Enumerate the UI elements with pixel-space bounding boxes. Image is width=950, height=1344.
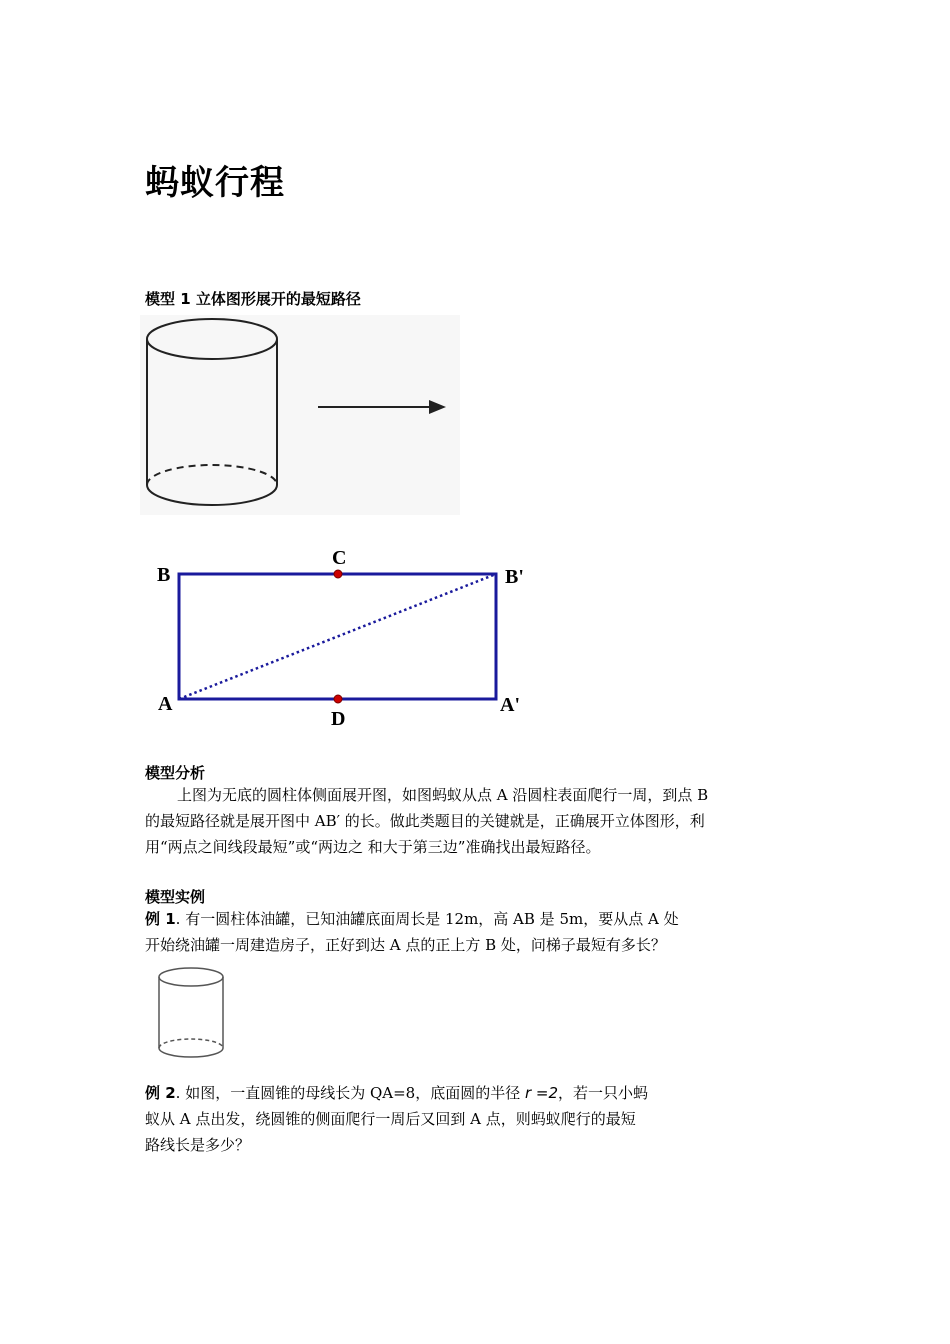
example-2-line-1b: ，若一只小蚂 xyxy=(558,1084,649,1102)
unrolled-figure xyxy=(150,545,540,730)
label-b: B xyxy=(157,564,171,586)
diagonal-path xyxy=(179,574,496,699)
example-2-math: r =2 xyxy=(525,1084,559,1102)
label-a: A xyxy=(158,693,173,715)
example-2-line-3: 路线长是多少？ xyxy=(145,1136,251,1154)
example-1-line-2: 开始绕油罐一周建造房子，正好到达 A 点的正上方 B 处，问梯子最短有多长？ xyxy=(145,936,666,954)
page-title: 蚂蚁行程 xyxy=(145,163,285,203)
analysis-line-1: 上图为无底的圆柱体侧面展开图，如图蚂蚁从点 A 沿圆柱表面爬行一周，到点 B xyxy=(177,786,709,804)
label-c: C xyxy=(332,547,347,569)
analysis-line-3: 用“两点之间线段最短”或“两边之 和大于第三边”准确找出最短路径。 xyxy=(145,838,601,856)
analysis-line-2: 的最短路径就是展开图中 AB′ 的长。做此类题目的关键就是，正确展开立体图形，利 xyxy=(145,812,705,830)
small-cylinder-figure xyxy=(155,965,235,1065)
example-2 xyxy=(145,1080,810,1158)
example-2-line-1a: . 如图，一直圆锥的母线长为 QA=8，底面圆的半径 xyxy=(175,1084,525,1102)
label-a-prime: A' xyxy=(500,694,520,716)
example-1-label: 例 1 xyxy=(145,910,176,928)
example-1 xyxy=(145,906,810,958)
examples-heading: 模型实例 xyxy=(145,888,206,906)
cylinder-figure xyxy=(140,315,460,515)
label-d: D xyxy=(331,708,346,730)
example-1-line-1: . 有一圆柱体油罐，已知油罐底面周长是 12m，高 AB 是 5m，要从点 A 处 xyxy=(175,910,679,928)
point-c xyxy=(334,570,342,578)
label-b-prime: B' xyxy=(505,566,524,588)
example-2-line-2: 蚁从 A 点出发，绕圆锥的侧面爬行一周后又回到 A 点，则蚂蚁爬行的最短 xyxy=(145,1110,636,1128)
model-heading: 模型 1 立体图形展开的最短路径 xyxy=(145,290,361,308)
analysis-paragraph xyxy=(145,782,810,860)
analysis-heading: 模型分析 xyxy=(145,764,206,782)
point-d xyxy=(334,695,342,703)
small-cylinder-top xyxy=(159,968,223,986)
example-2-label: 例 2 xyxy=(145,1084,176,1102)
